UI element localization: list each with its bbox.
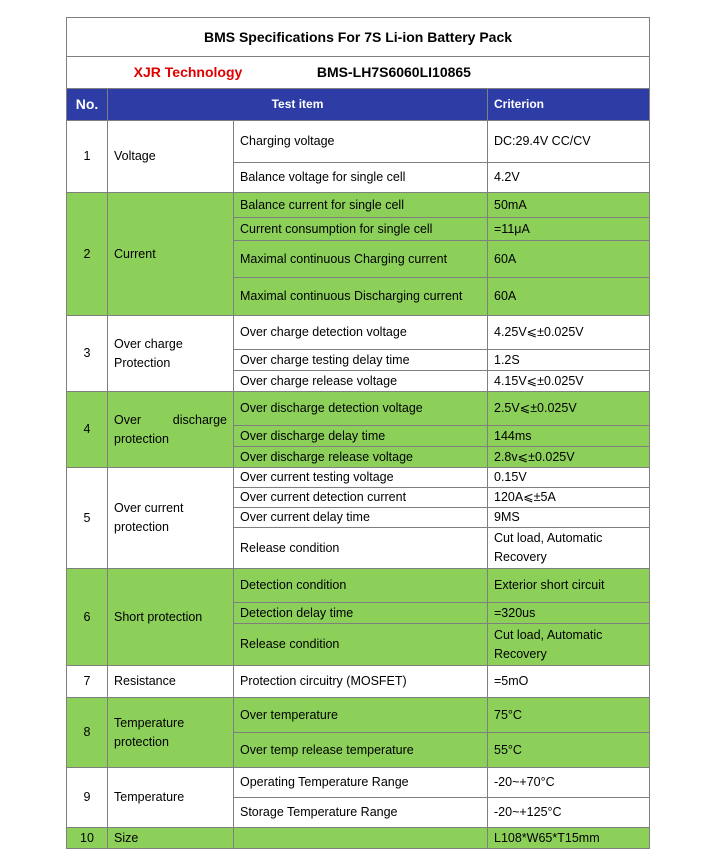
criterion-cell: 0.15V xyxy=(488,468,650,488)
category-line: Protection xyxy=(114,355,171,370)
criterion-cell: =5mO xyxy=(488,666,650,698)
criterion-cell: 60A xyxy=(488,278,650,316)
category-cell: Resistance xyxy=(108,666,234,698)
criterion-cell xyxy=(488,624,650,666)
document-title: BMS Specifications For 7S Li-ion Battery Pack xyxy=(67,18,650,57)
item-cell: Release condition xyxy=(234,624,488,666)
table-row xyxy=(67,828,650,849)
table-row xyxy=(67,392,650,426)
category-cell xyxy=(108,392,234,468)
category-line: protection xyxy=(114,520,169,534)
item-cell: Over current delay time xyxy=(234,508,488,528)
criterion-cell: 144ms xyxy=(488,426,650,447)
table-row xyxy=(67,698,650,733)
criterion-cell: 4.25V⩽±0.025V xyxy=(488,316,650,350)
criterion-cell: Exterior short circuit xyxy=(488,569,650,603)
criterion-cell: 4.15V⩽±0.025V xyxy=(488,371,650,392)
item-cell: Charging voltage xyxy=(234,121,488,163)
row-number: 3 xyxy=(67,316,108,392)
criterion-cell: 2.8v⩽±0.025V xyxy=(488,447,650,468)
category-line: Over charge xyxy=(114,336,183,351)
category-line: Over current xyxy=(114,501,184,515)
model-number: BMS-LH7S6060LI10865 xyxy=(316,64,471,80)
item-cell: Current consumption for single cell xyxy=(234,218,488,241)
criterion-cell: =320us xyxy=(488,603,650,624)
criterion-cell xyxy=(488,528,650,569)
category-line: protection xyxy=(114,734,169,749)
category-line: Temperature xyxy=(114,715,185,730)
criterion-cell: 120A⩽±5A xyxy=(488,488,650,508)
header-no: No. xyxy=(67,89,108,121)
criterion-cell: 2.5V⩽±0.025V xyxy=(488,392,650,426)
item-cell: Storage Temperature Range xyxy=(234,798,488,828)
table-row xyxy=(67,193,650,218)
criterion-line: Cut load, Automatic xyxy=(494,627,603,642)
criterion-cell: 9MS xyxy=(488,508,650,528)
item-cell: Over discharge detection voltage xyxy=(234,392,488,426)
criterion-cell: =11μA xyxy=(488,218,650,241)
company-cell xyxy=(67,57,650,89)
criterion-cell: 4.2V xyxy=(488,163,650,193)
table-row xyxy=(67,569,650,603)
item-cell: Detection delay time xyxy=(234,603,488,624)
category-cell xyxy=(108,468,234,569)
table-row xyxy=(67,121,650,163)
category-cell xyxy=(108,316,234,392)
item-cell: Over charge detection voltage xyxy=(234,316,488,350)
category-cell: Voltage xyxy=(108,121,234,193)
row-number: 10 xyxy=(67,828,108,849)
item-cell: Balance current for single cell xyxy=(234,193,488,218)
criterion-line: Recovery xyxy=(494,550,547,564)
item-cell: Balance voltage for single cell xyxy=(234,163,488,193)
item-cell: Over current testing voltage xyxy=(234,468,488,488)
table-header xyxy=(67,89,650,121)
item-cell: Release condition xyxy=(234,528,488,569)
item-cell: Detection condition xyxy=(234,569,488,603)
company-name: XJR Technology xyxy=(133,64,243,80)
header-criterion: Criterion xyxy=(488,89,650,121)
criterion-cell: 75°C xyxy=(488,698,650,733)
criterion-cell: 60A xyxy=(488,241,650,278)
item-cell: Maximal continuous Charging current xyxy=(234,241,488,278)
criterion-cell: 1.2S xyxy=(488,350,650,371)
criterion-cell: -20~+70°C xyxy=(488,768,650,798)
table-row xyxy=(67,316,650,350)
item-cell: Over current detection current xyxy=(234,488,488,508)
row-number: 8 xyxy=(67,698,108,768)
criterion-cell: 55°C xyxy=(488,733,650,768)
criterion-line: Recovery xyxy=(494,646,547,661)
table-row xyxy=(67,768,650,798)
criterion-line: Cut load, Automatic xyxy=(494,531,603,545)
row-number: 9 xyxy=(67,768,108,828)
category-cell: Temperature xyxy=(108,768,234,828)
item-cell: Over charge testing delay time xyxy=(234,350,488,371)
header-test-item: Test item xyxy=(108,89,488,121)
table-row xyxy=(67,666,650,698)
category-cell: Size xyxy=(108,828,234,849)
category-cell: Current xyxy=(108,193,234,316)
category-cell xyxy=(108,698,234,768)
row-number: 7 xyxy=(67,666,108,698)
criterion-cell: 50mA xyxy=(488,193,650,218)
category-line: protection xyxy=(114,431,169,446)
category-line: Over discharge xyxy=(114,412,227,427)
item-cell: Maximal continuous Discharging current xyxy=(234,278,488,316)
company-row xyxy=(67,57,650,89)
item-cell xyxy=(234,828,488,849)
title-row xyxy=(67,18,650,57)
row-number: 6 xyxy=(67,569,108,666)
item-cell: Over discharge delay time xyxy=(234,426,488,447)
criterion-cell: DC:29.4V CC/CV xyxy=(488,121,650,163)
table-row xyxy=(67,468,650,488)
item-cell: Over discharge release voltage xyxy=(234,447,488,468)
row-number: 2 xyxy=(67,193,108,316)
item-cell: Over charge release voltage xyxy=(234,371,488,392)
row-number: 1 xyxy=(67,121,108,193)
spec-table xyxy=(66,17,650,849)
item-cell: Operating Temperature Range xyxy=(234,768,488,798)
item-cell: Protection circuitry (MOSFET) xyxy=(234,666,488,698)
criterion-cell: L108*W65*T15mm xyxy=(488,828,650,849)
category-cell: Short protection xyxy=(108,569,234,666)
row-number: 5 xyxy=(67,468,108,569)
item-cell: Over temp release temperature xyxy=(234,733,488,768)
item-cell: Over temperature xyxy=(234,698,488,733)
criterion-cell: -20~+125°C xyxy=(488,798,650,828)
row-number: 4 xyxy=(67,392,108,468)
